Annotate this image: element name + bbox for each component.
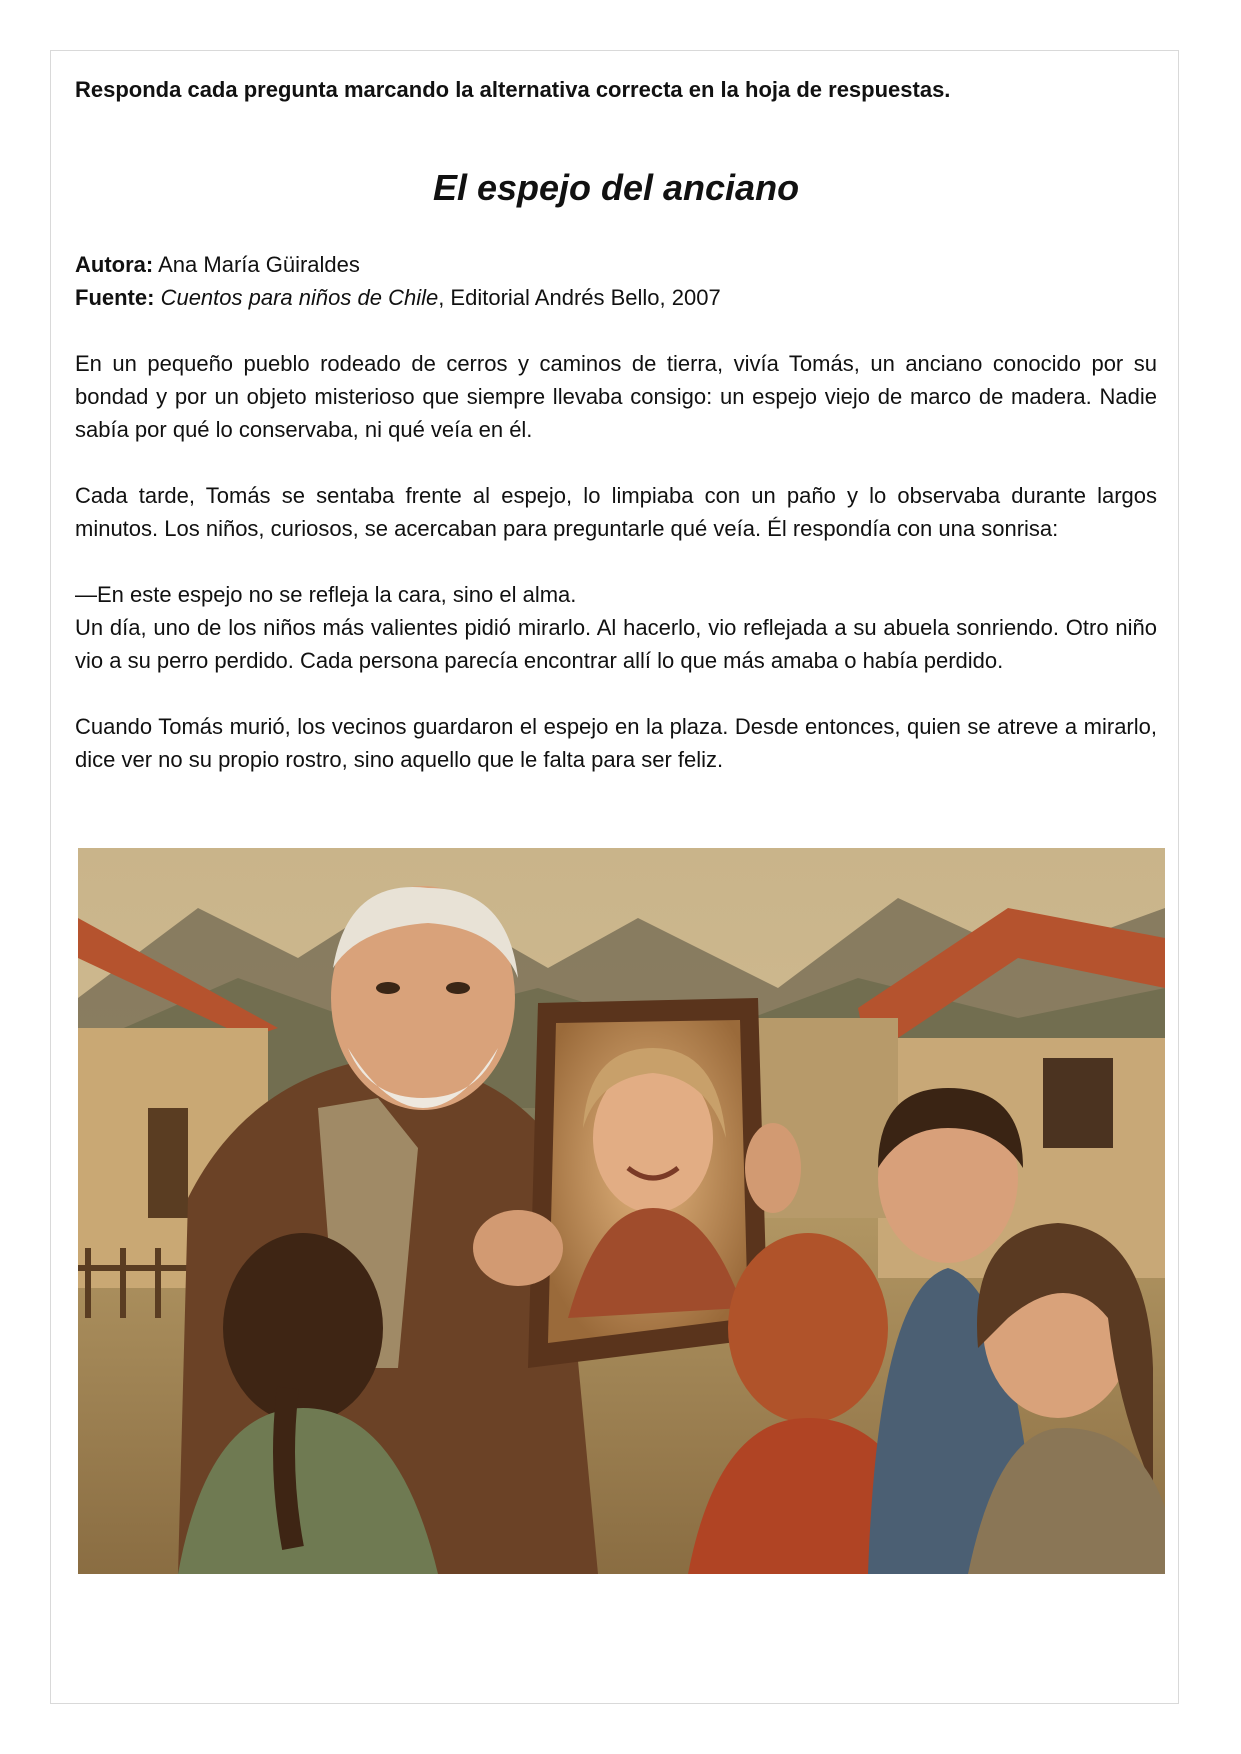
document-body	[75, 74, 1157, 776]
source-label: Fuente:	[75, 285, 155, 310]
story-paragraph-1: En un pequeño pueblo rodeado de cerros y caminos de tierra, vivía Tomás, un anciano conocido por su bondad y por un objeto misterioso que siempre llevaba consigo: un espejo viejo de marco de madera. Nadie sabía por qué lo conservaba, ni qué veía en él.	[75, 351, 1157, 442]
story-paragraph-4: Cuando Tomás murió, los vecinos guardaron el espejo en la plaza. Desde entonces, quien se atreve a mirarlo, dice ver no su propio rostro, sino aquello que le falta para ser feliz.	[75, 714, 1157, 772]
author-name: Ana María Güiraldes	[158, 252, 360, 277]
source-line	[75, 281, 1157, 314]
story-illustration	[78, 848, 1165, 1574]
story-paragraph-3: Un día, uno de los niños más valientes pidió mirarlo. Al hacerlo, vio reflejada a su abuela sonriendo. Otro niño vio a su perro perdido. Cada persona parecía encontrar allí lo que más amaba o había perdido.	[75, 615, 1157, 673]
author-line	[75, 248, 1157, 281]
story-dialogue: —En este espejo no se refleja la cara, sino el alma.	[75, 582, 577, 607]
instruction-text: Responda cada pregunta marcando la alternativa correcta en la hoja de respuestas.	[75, 77, 951, 102]
story-paragraph-2: Cada tarde, Tomás se sentaba frente al espejo, lo limpiaba con un paño y lo observaba durante largos minutos. Los niños, curiosos, se acercaban para preguntarle qué veía. Él respondía con una sonrisa:	[75, 483, 1157, 541]
source-title: Cuentos para niños de Chile	[160, 285, 439, 310]
author-label: Autora:	[75, 252, 154, 277]
source-details: , Editorial Andrés Bello, 2007	[438, 285, 721, 310]
story-metadata	[75, 248, 1157, 314]
story-title: El espejo del anciano	[432, 167, 800, 208]
